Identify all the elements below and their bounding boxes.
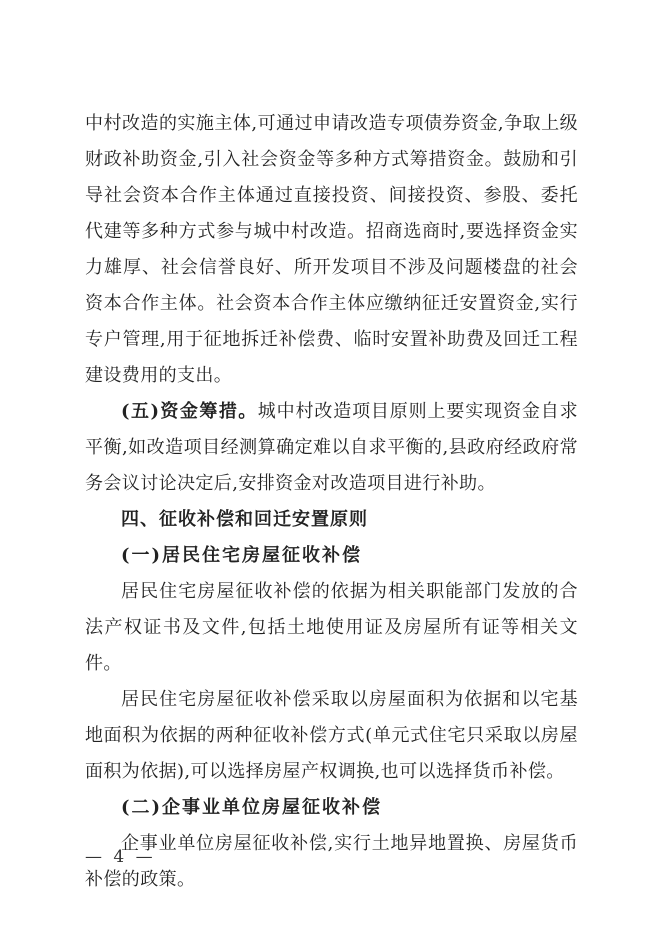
paragraph: (五)资金筹措。城中村改造项目原则上要实现资金自求平衡,如改造项目经测算确定难以自求平衡的,县政府经政府常务会议讨论决定后,安排资金对改造项目进行补助。 xyxy=(85,401,578,494)
paragraph-lead: (五)资金筹措。 xyxy=(121,401,258,422)
page-footer xyxy=(85,847,156,867)
sub-heading: (一)居民住宅房屋征收补偿 xyxy=(121,545,363,566)
section-heading: 四、征收补偿和回迁安置原则 xyxy=(121,509,368,530)
document-body xyxy=(85,106,578,898)
paragraph: 中村改造的实施主体,可通过申请改造专项债券资金,争取上级财政补助资金,引入社会资金等多种方式筹措资金。鼓励和引导社会资本合作主体通过直接投资、间接投资、参股、委托代建等多种方式参与城中村改造。招商选商时,要选择资金实力雄厚、社会信誉良好、所开发项目不涉及问题楼盘的社会资本合作主体。社会资本合作主体应缴纳征迁安置资金,实行专户管理,用于征地拆迁补偿费、临时安置补助费及回迁工程建设费用的支出。 xyxy=(85,113,578,386)
paragraph: 居民住宅房屋征收补偿采取以房屋面积为依据和以宅基地面积为依据的两种征收补偿方式(单元式住宅只采取以房屋面积为依据),可以选择房屋产权调换,也可以选择货币补偿。 xyxy=(85,689,578,782)
paragraph: 企事业单位房屋征收补偿,实行土地异地置换、房屋货币补偿的政策。 xyxy=(85,833,578,890)
paragraph: 居民住宅房屋征收补偿的依据为相关职能部门发放的合法产权证书及文件,包括土地使用证及房屋所有证等相关文件。 xyxy=(85,581,578,674)
page-number: — 4 — xyxy=(85,847,156,867)
sub-heading: (二)企事业单位房屋征收补偿 xyxy=(121,797,383,818)
